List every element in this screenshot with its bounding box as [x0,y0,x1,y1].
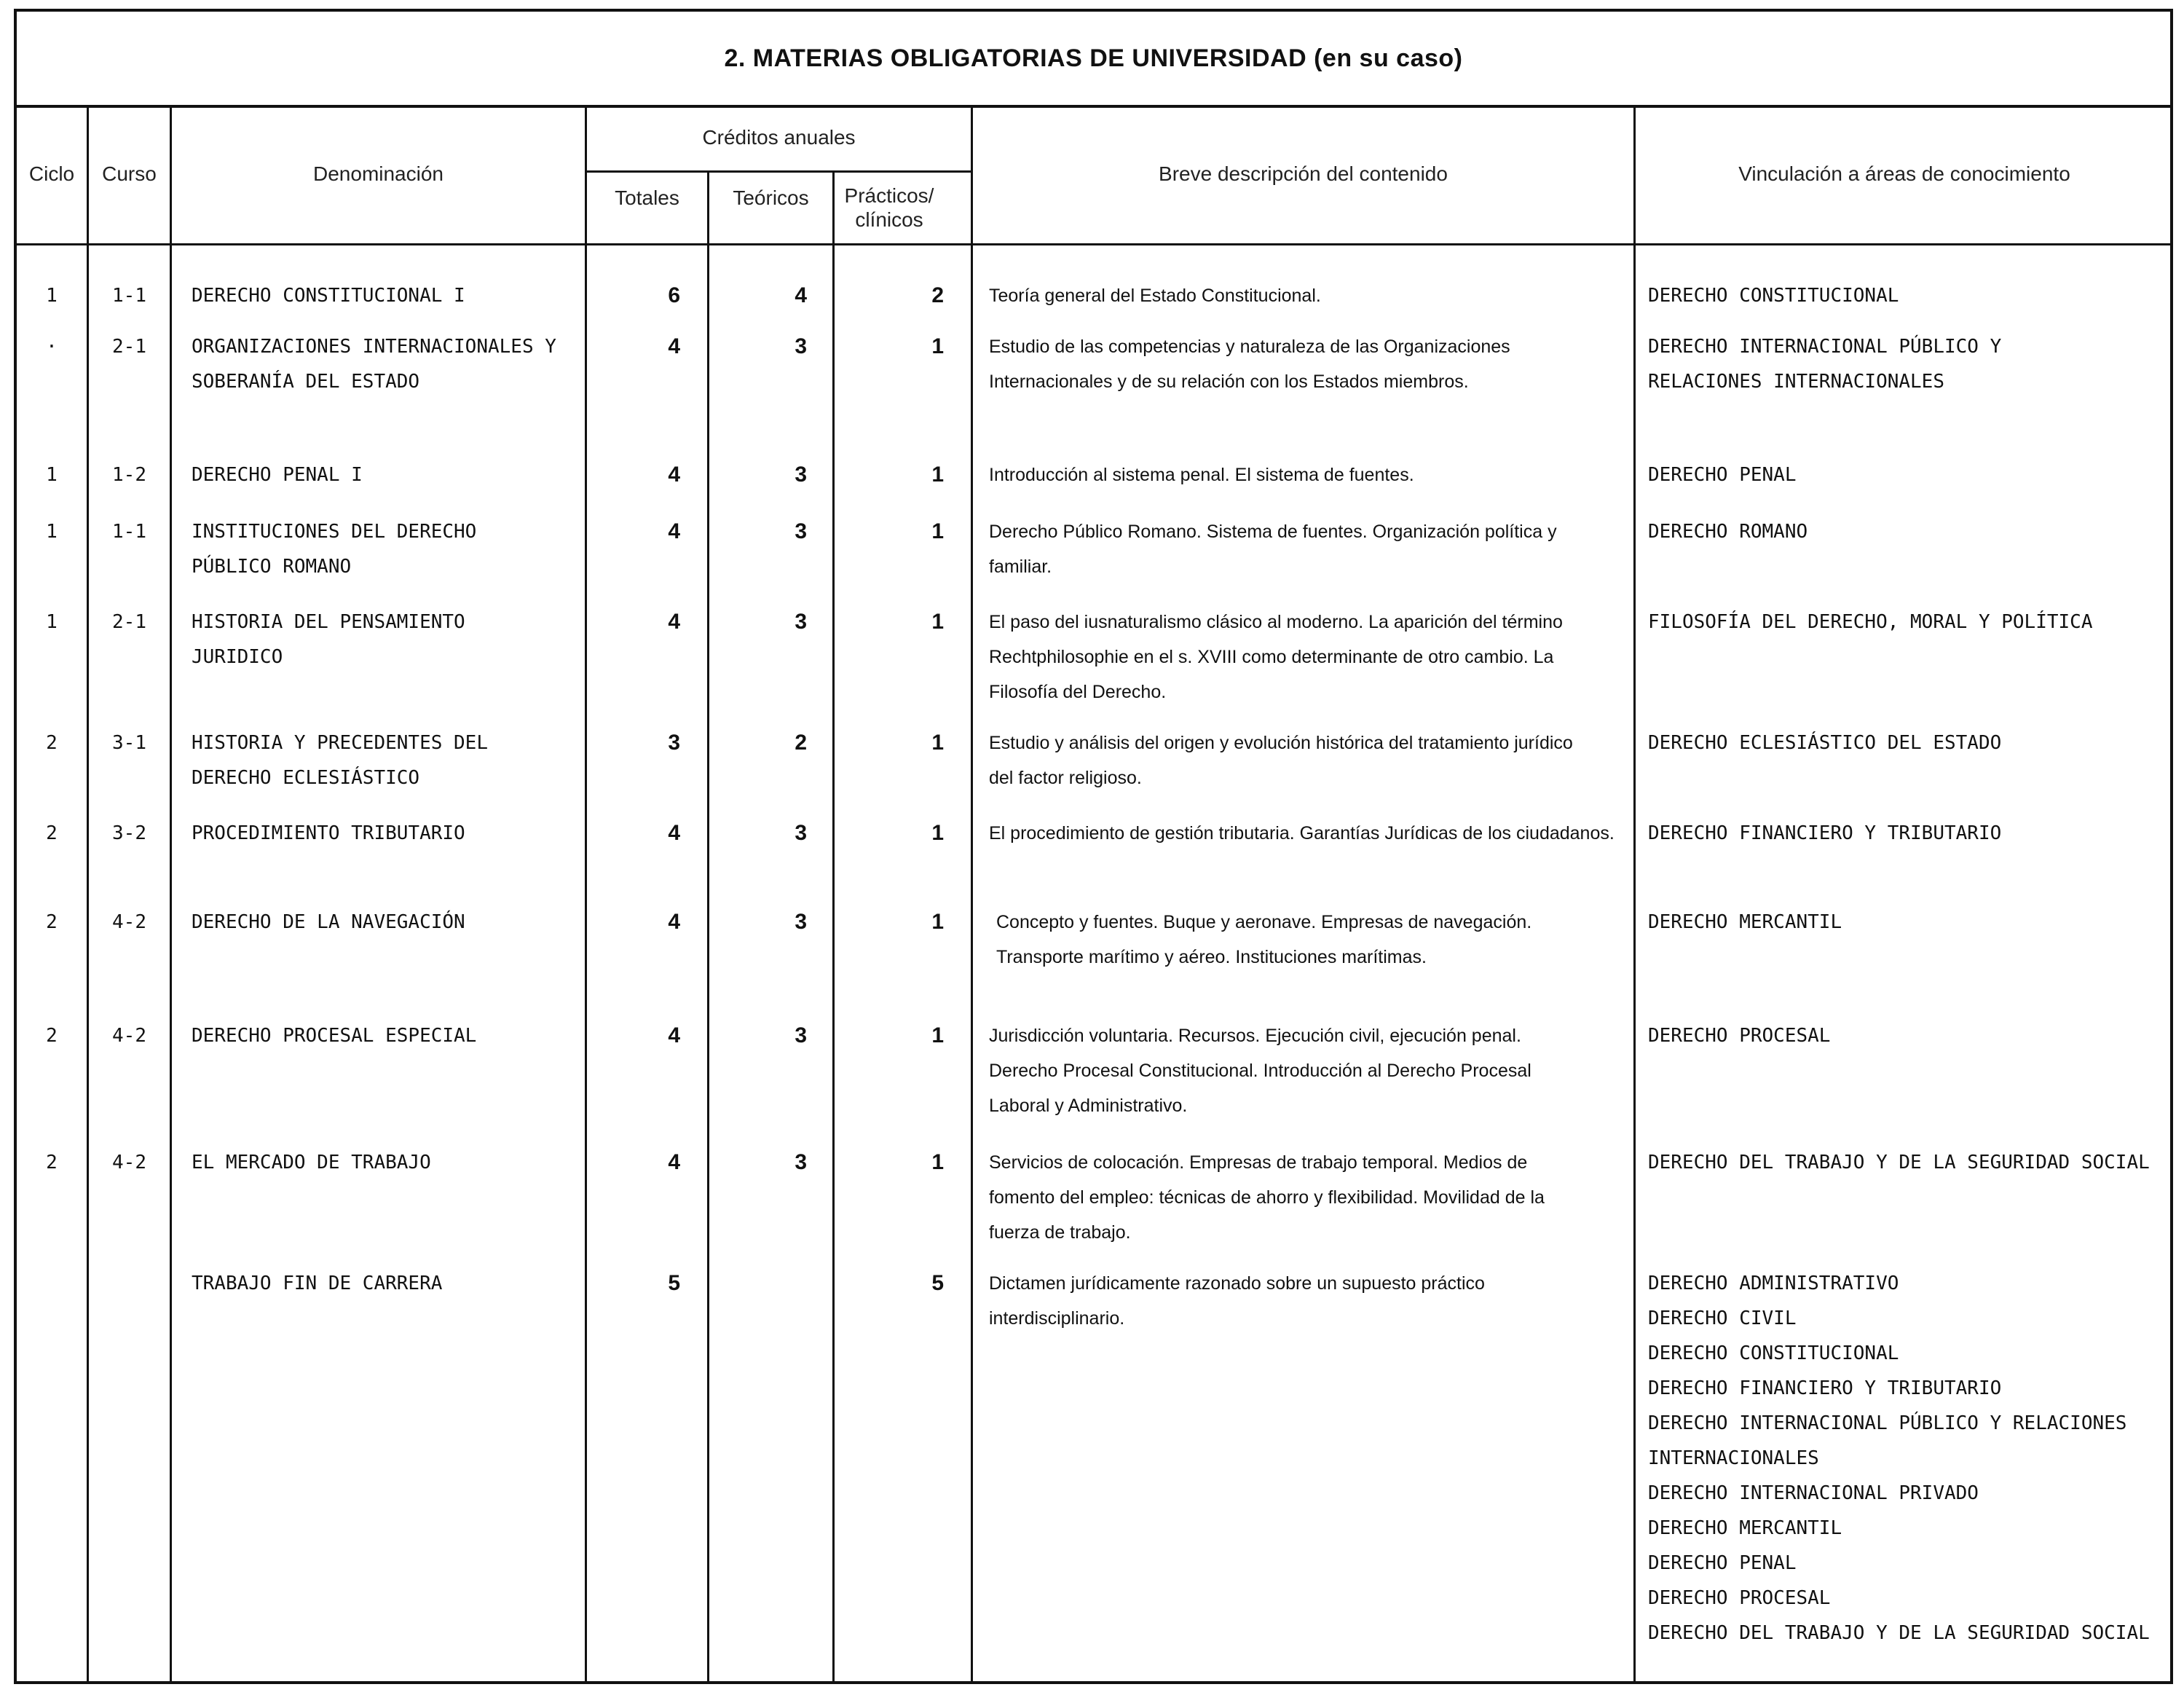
header-creditos-anuales: Créditos anuales [702,125,856,149]
header-teoricos: Teóricos [733,186,809,209]
row-curso: 1-2 [112,464,146,486]
row-practicos: 1 [931,1150,944,1174]
row-vinculacion: DERECHO DEL TRABAJO Y DE LA SEGURIDAD SOCIAL [1648,1152,2150,1173]
row-totales: 4 [668,821,680,845]
vinculacion-item: DERECHO MERCANTIL [1648,1517,1842,1539]
vinculacion-item: DERECHO ADMINISTRATIVO [1648,1273,1899,1294]
row-teoricos: 4 [795,283,807,307]
row-practicos: 1 [931,519,944,543]
row-practicos: 1 [931,334,944,358]
row-ciclo: 2 [46,911,58,933]
row-curso: 2-1 [112,611,146,633]
row-totales: 5 [668,1271,680,1295]
row-vinculacion: DERECHO CONSTITUCIONAL [1648,285,1899,307]
vinculacion-item: DERECHO PENAL [1648,1552,1797,1574]
row-practicos: 5 [931,1271,944,1295]
row-descripcion: Derecho Público Romano. Sistema de fuentes. Organización política y familiar. [989,522,1557,577]
row-vinculacion: DERECHO FINANCIERO Y TRIBUTARIO [1648,822,2002,844]
header-totales: Totales [615,186,679,209]
row-vinculacion: DERECHO ROMANO [1648,521,1808,543]
header-practicos: Prácticos/ clínicos [844,184,934,231]
header-denominacion: Denominación [313,162,443,185]
row-ciclo: 2 [46,1025,58,1047]
column-divider [170,105,172,1681]
row-curso: 2-1 [112,336,146,358]
row-denominacion: DERECHO CONSTITUCIONAL I [192,285,465,307]
vinculacion-item: DERECHO CIVIL [1648,1307,1797,1329]
row-teoricos: 3 [795,910,807,934]
row-teoricos: 3 [795,610,807,634]
row-denominacion: INSTITUCIONES DEL DERECHO PÚBLICO ROMANO [192,521,477,578]
row-practicos: 1 [931,910,944,934]
row-ciclo: 1 [46,611,58,633]
header-vinculacion: Vinculación a áreas de conocimiento [1738,162,2070,185]
row-practicos: 2 [931,283,944,307]
row-denominacion: HISTORIA DEL PENSAMIENTO JURIDICO [192,611,465,668]
row-totales: 4 [668,610,680,634]
row-totales: 4 [668,334,680,358]
row-practicos: 1 [931,463,944,487]
row-descripcion: Dictamen jurídicamente razonado sobre un supuesto práctico interdisciplinario. [989,1273,1485,1329]
row-practicos: 1 [931,1023,944,1047]
row-descripcion: Servicios de colocación. Empresas de trabajo temporal. Medios de fomento del empleo: técnicas de ahorro y flexibilidad. Movilidad de la fuerza de trabajo. [989,1152,1545,1243]
row-totales: 4 [668,463,680,487]
section-title: 2. MATERIAS OBLIGATORIAS DE UNIVERSIDAD (en su caso) [17,12,2170,108]
row-descripcion: Estudio de las competencias y naturaleza de las Organizaciones Internacionales y de su relación con los Estados miembros. [989,337,1510,392]
header-ciclo: Ciclo [28,162,75,185]
row-ciclo: · [46,336,58,358]
row-ciclo: 1 [46,521,58,543]
row-descripcion: Introducción al sistema penal. El sistema de fuentes. [989,465,1414,485]
row-totales: 4 [668,1023,680,1047]
row-totales: 4 [668,1150,680,1174]
row-ciclo: 1 [46,464,58,486]
row-vinculacion: DERECHO PENAL [1648,464,1797,486]
vinculacion-item: DERECHO DEL TRABAJO Y DE LA SEGURIDAD SOCIAL [1648,1622,2150,1644]
row-denominacion: HISTORIA Y PRECEDENTES DEL DERECHO ECLESIÁSTICO [192,732,488,789]
row-teoricos: 3 [795,463,807,487]
vinculacion-item: DERECHO FINANCIERO Y TRIBUTARIO [1648,1377,2002,1399]
row-totales: 4 [668,519,680,543]
row-curso: 4-2 [112,1025,146,1047]
row-denominacion: EL MERCADO DE TRABAJO [192,1152,431,1173]
row-totales: 4 [668,910,680,934]
header-descripcion: Breve descripción del contenido [1159,162,1448,185]
row-practicos: 1 [931,821,944,845]
row-teoricos: 3 [795,1023,807,1047]
row-ciclo: 1 [46,285,58,307]
row-teoricos: 3 [795,821,807,845]
row-teoricos: 3 [795,1150,807,1174]
row-vinculacion-list [1648,1266,2151,1651]
row-denominacion: ORGANIZACIONES INTERNACIONALES Y SOBERANÍA DEL ESTADO [192,336,556,393]
row-denominacion: DERECHO DE LA NAVEGACIÓN [192,911,465,933]
row-descripcion: Estudio y análisis del origen y evolución histórica del tratamiento jurídico del factor religioso. [989,733,1573,788]
row-descripcion: El paso del iusnaturalismo clásico al moderno. La aparición del término Rechtphilosophie en el s. XVIII como determinante de otro cambio. La Filosofía del Derecho. [989,612,1563,702]
row-denominacion: PROCEDIMIENTO TRIBUTARIO [192,822,465,844]
row-ciclo: 2 [46,1152,58,1173]
row-curso: 4-2 [112,1152,146,1173]
row-curso: 3-1 [112,732,146,754]
row-denominacion: DERECHO PENAL I [192,464,363,486]
header-bottom-line [17,243,2170,245]
row-descripcion: Teoría general del Estado Constitucional. [989,286,1321,306]
header-curso: Curso [102,162,157,185]
row-descripcion: El procedimiento de gestión tributaria. Garantías Jurídicas de los ciudadanos. [989,823,1615,843]
row-vinculacion: DERECHO MERCANTIL [1648,911,1842,933]
vinculacion-item: DERECHO CONSTITUCIONAL [1648,1342,1899,1364]
row-teoricos: 3 [795,334,807,358]
row-vinculacion: DERECHO ECLESIÁSTICO DEL ESTADO [1648,732,2002,754]
row-ciclo: 2 [46,822,58,844]
row-vinculacion: DERECHO PROCESAL [1648,1025,1831,1047]
row-practicos: 1 [931,731,944,755]
row-denominacion: DERECHO PROCESAL ESPECIAL [192,1025,477,1047]
row-descripcion: Concepto y fuentes. Buque y aeronave. Empresas de navegación. Transporte marítimo y aéreo. Instituciones marítimas. [996,912,1532,967]
row-curso: 4-2 [112,911,146,933]
row-teoricos: 3 [795,519,807,543]
row-vinculacion: FILOSOFÍA DEL DERECHO, MORAL Y POLÍTICA [1648,611,2093,633]
row-vinculacion: DERECHO INTERNACIONAL PÚBLICO Y RELACIONES INTERNACIONALES [1648,336,2002,393]
row-ciclo: 2 [46,732,58,754]
column-divider [1633,105,1636,1681]
form-sheet [14,9,2173,1684]
vinculacion-item: DERECHO INTERNACIONAL PÚBLICO Y RELACIONES INTERNACIONALES [1648,1412,2127,1469]
row-curso: 1-1 [112,285,146,307]
column-divider [971,105,973,1681]
row-practicos: 1 [931,610,944,634]
vinculacion-item: DERECHO INTERNACIONAL PRIVADO [1648,1482,1979,1504]
vinculacion-item: DERECHO PROCESAL [1648,1587,1831,1609]
row-descripcion: Jurisdicción voluntaria. Recursos. Ejecución civil, ejecución penal. Derecho Procesal Constitucional. Introducción al Derecho Procesal Laboral y Administrativo. [989,1026,1531,1116]
row-curso: 1-1 [112,521,146,543]
row-curso: 3-2 [112,822,146,844]
row-totales: 6 [668,283,680,307]
row-totales: 3 [668,731,680,755]
row-teoricos: 2 [795,731,807,755]
row-denominacion: TRABAJO FIN DE CARRERA [192,1273,443,1294]
